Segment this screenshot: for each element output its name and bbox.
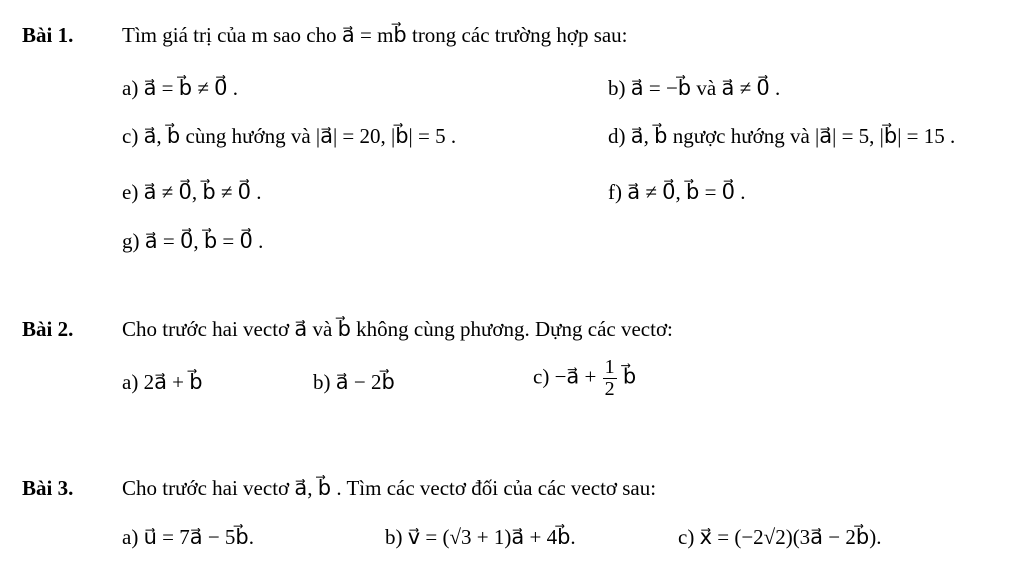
fraction-denominator: 2: [604, 378, 615, 400]
bai1-item-a: a) a⃗ = b⃗ ≠ 0⃗ .: [122, 76, 238, 100]
bai3-question: Cho trước hai vectơ a⃗, b⃗ . Tìm các vectơ đối của các vectơ sau:: [122, 476, 657, 500]
bai2-item-c-prefix: c) −a⃗ +: [533, 364, 597, 389]
bai1-item-b: b) a⃗ = −b⃗ và a⃗ ≠ 0⃗ .: [608, 76, 781, 100]
bai2-item-c: [533, 357, 636, 400]
bai1-question: Tìm giá trị của m sao cho a⃗ = mb⃗ trong các trường hợp sau:: [122, 23, 628, 47]
bai3-item-a: a) u⃗ = 7a⃗ − 5b⃗.: [122, 525, 255, 549]
bai1-item-f: f) a⃗ ≠ 0⃗, b⃗ = 0⃗ .: [608, 180, 746, 204]
bai2-title: Bài 2.: [22, 317, 74, 341]
fraction-one-half: [603, 357, 617, 400]
bai2-item-a: a) 2a⃗ + b⃗: [122, 370, 203, 394]
bai3-item-b: b) v⃗ = (√3 + 1)a⃗ + 4b⃗.: [385, 525, 576, 549]
bai1-item-c: c) a⃗, b⃗ cùng hướng và |a⃗| = 20, |b⃗| = 5 .: [122, 124, 457, 148]
bai1-item-g: g) a⃗ = 0⃗, b⃗ = 0⃗ .: [122, 229, 264, 253]
bai1-item-d: d) a⃗, b⃗ ngược hướng và |a⃗| = 5, |b⃗| = 15 .: [608, 124, 956, 148]
bai2-question: Cho trước hai vectơ a⃗ và b⃗ không cùng phương. Dựng các vectơ:: [122, 317, 673, 341]
bai2-item-c-suffix: b⃗: [622, 364, 637, 389]
bai1-title: Bài 1.: [22, 23, 74, 47]
bai2-item-b: b) a⃗ − 2b⃗: [313, 370, 395, 394]
bai3-title: Bài 3.: [22, 476, 74, 500]
bai1-item-e: e) a⃗ ≠ 0⃗, b⃗ ≠ 0⃗ .: [122, 180, 262, 204]
fraction-numerator: 1: [604, 356, 615, 378]
bai3-item-c: c) x⃗ = (−2√2)(3a⃗ − 2b⃗).: [678, 525, 882, 549]
